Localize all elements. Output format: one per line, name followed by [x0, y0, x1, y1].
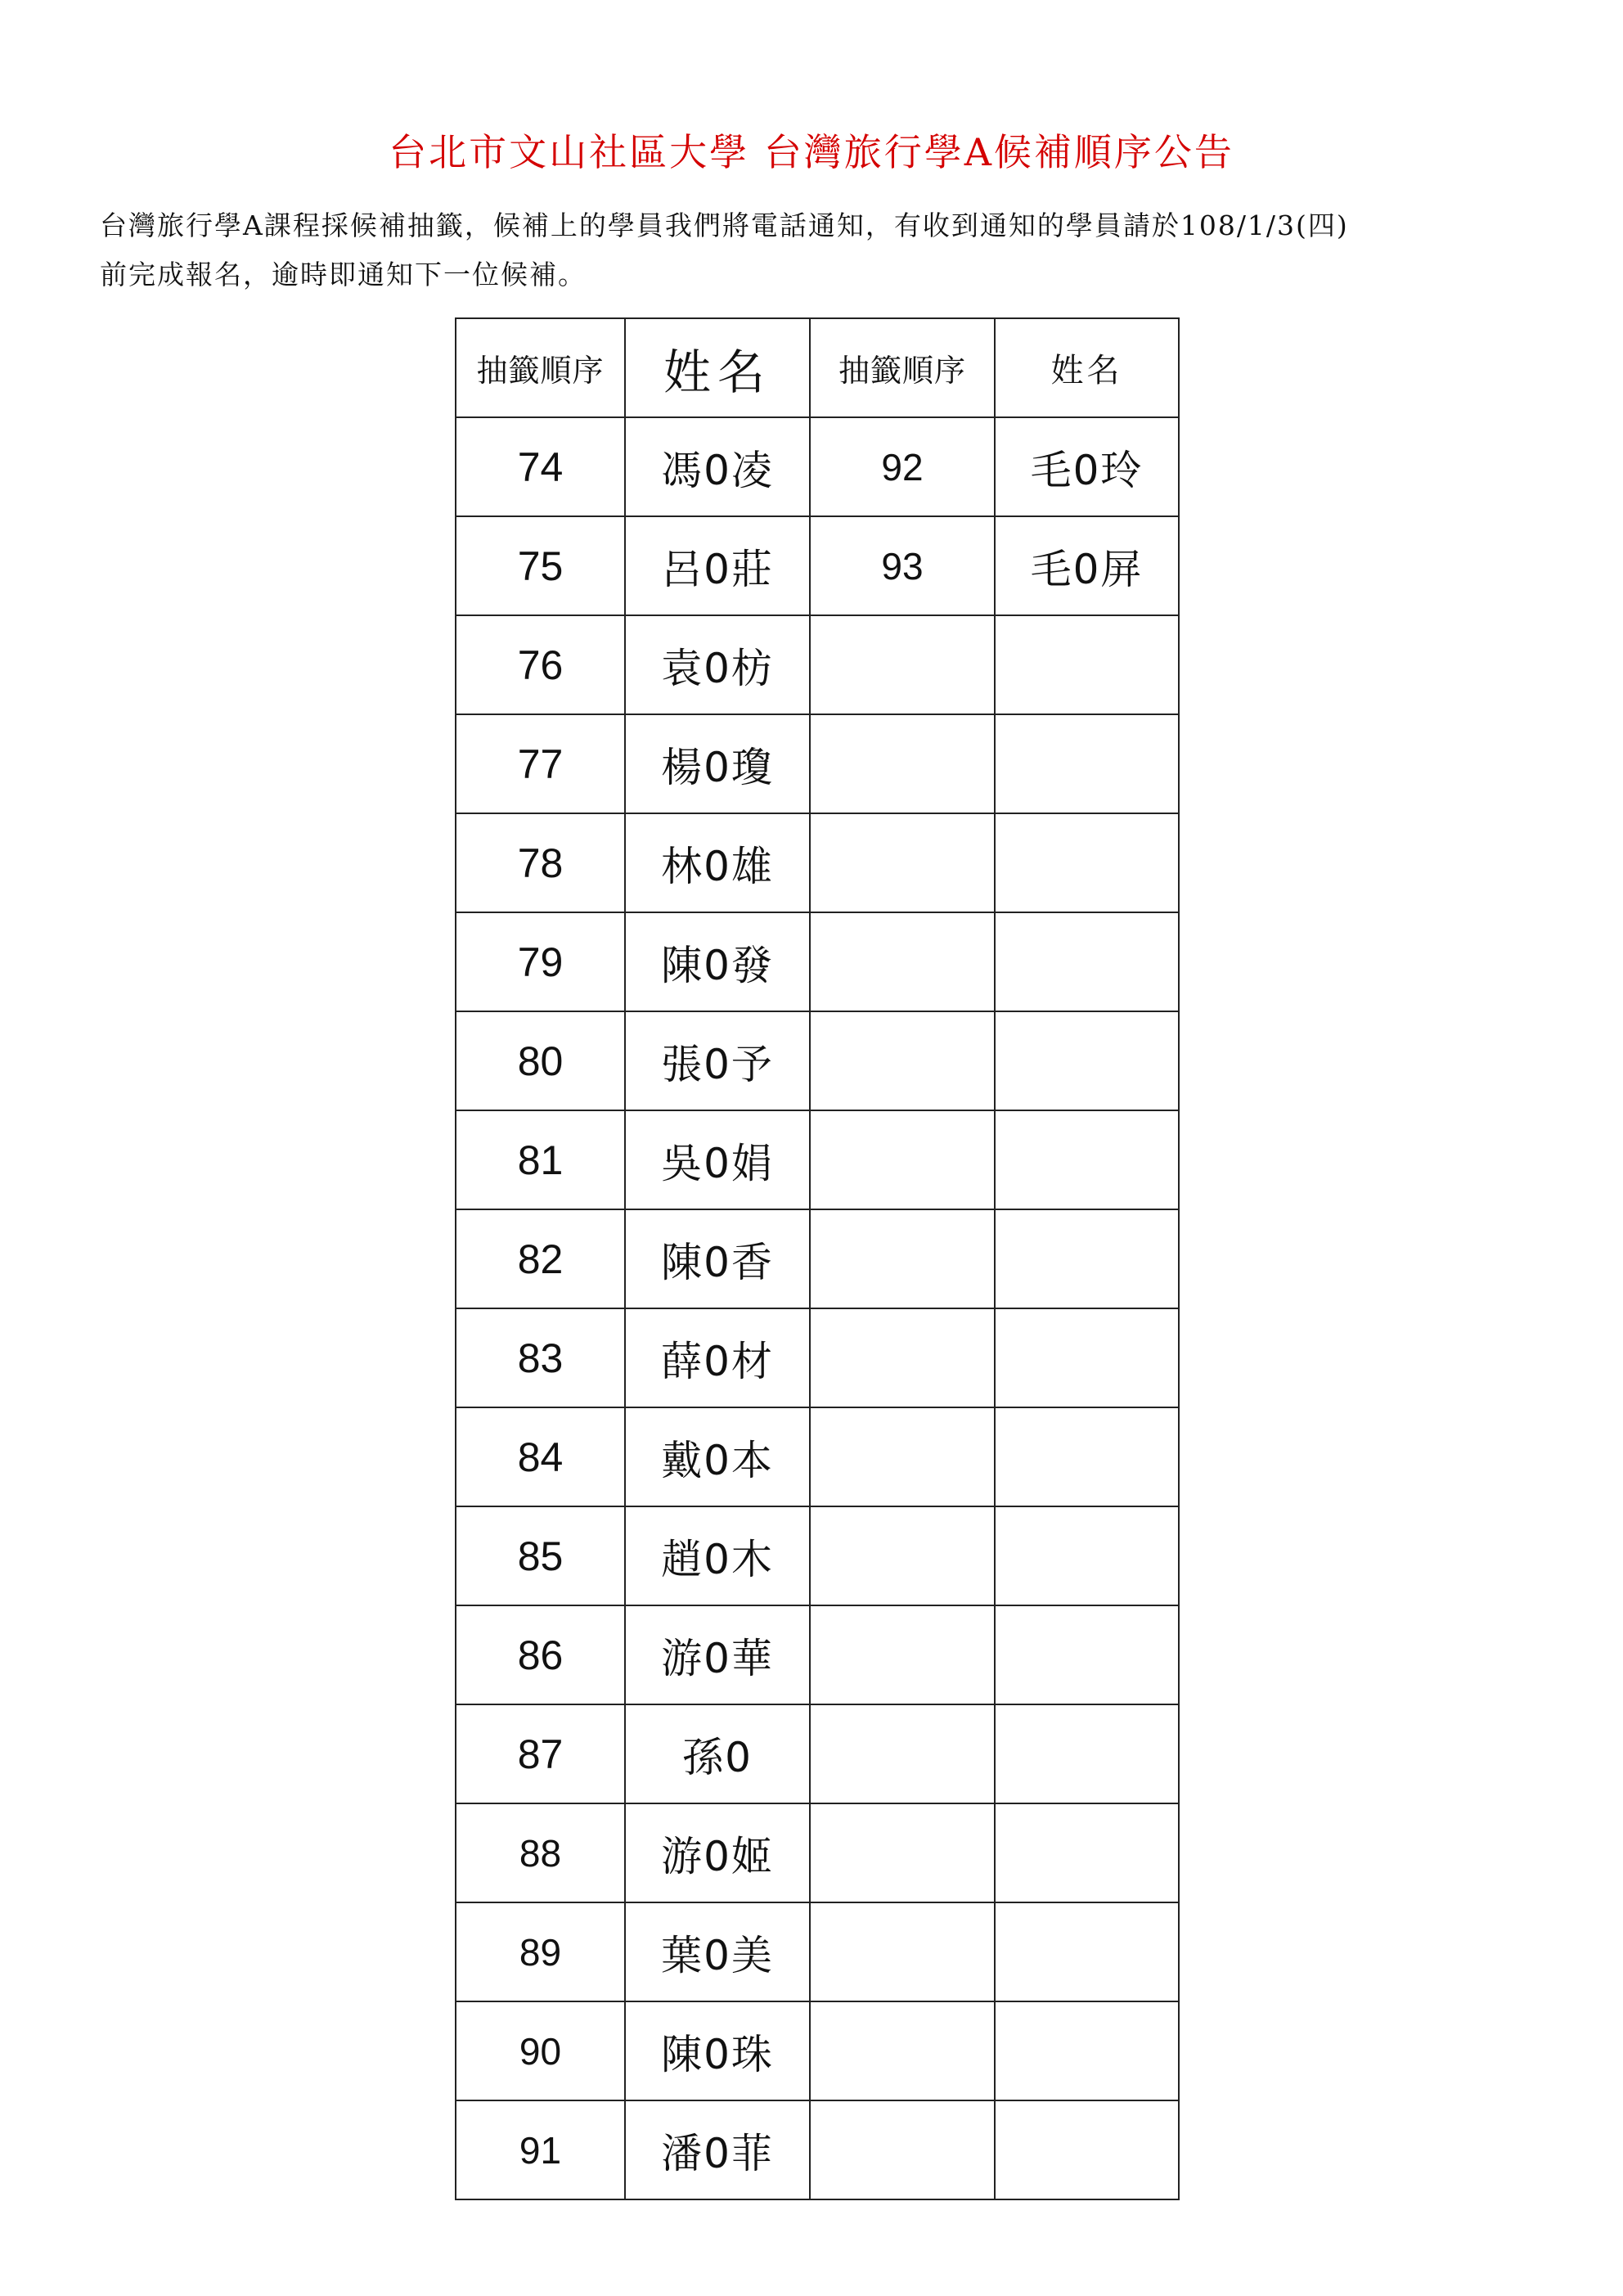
student-name: 葉0美: [625, 1902, 810, 2001]
draw-order: 80: [456, 1011, 625, 1110]
draw-order: 89: [456, 1902, 625, 2001]
draw-order: 84: [456, 1407, 625, 1506]
table-row: [456, 1506, 1179, 1605]
draw-order: 74: [456, 417, 625, 516]
draw-order: 90: [456, 2001, 625, 2100]
student-name: 張0予: [625, 1011, 810, 1110]
draw-order-2: [810, 1704, 995, 1803]
draw-order-2: 92: [810, 417, 995, 516]
draw-order: 76: [456, 615, 625, 714]
student-name-2: [995, 1110, 1179, 1209]
student-name: 陳0香: [625, 1209, 810, 1308]
student-name-2: [995, 714, 1179, 813]
student-name-2: [995, 1209, 1179, 1308]
draw-order: 91: [456, 2100, 625, 2199]
student-name-2: [995, 2001, 1179, 2100]
draw-order-2: [810, 1902, 995, 2001]
draw-order-2: [810, 1407, 995, 1506]
draw-order-2: [810, 1803, 995, 1902]
student-name: 趙0木: [625, 1506, 810, 1605]
student-name: 楊0瓊: [625, 714, 810, 813]
table-row: [456, 1704, 1179, 1803]
draw-order-2: [810, 1308, 995, 1407]
header-name-2: 姓名: [995, 318, 1179, 417]
draw-order-2: 93: [810, 516, 995, 615]
notice-line-1: 台灣旅行學A課程採候補抽籤，候補上的學員我們將電話通知，有收到通知的學員請於108/1/3(四): [100, 209, 1349, 241]
header-draw-order-2: 抽籤順序: [810, 318, 995, 417]
student-name-2: [995, 1308, 1179, 1407]
student-name-2: [995, 2100, 1179, 2199]
student-name-2: 毛0玲: [995, 417, 1179, 516]
table-row: [456, 1011, 1179, 1110]
student-name: 吳0娟: [625, 1110, 810, 1209]
student-name: 呂0莊: [625, 516, 810, 615]
table-row: [456, 1902, 1179, 2001]
table-row: [456, 417, 1179, 516]
draw-order: 86: [456, 1605, 625, 1704]
table-row: [456, 1308, 1179, 1407]
student-name: 馮0凌: [625, 417, 810, 516]
notice-paragraph: [100, 201, 1540, 299]
document-title: 台北市文山社區大學 台灣旅行學A候補順序公告: [389, 130, 1234, 174]
draw-order-2: [810, 2100, 995, 2199]
student-name-2: 毛0屏: [995, 516, 1179, 615]
student-name-2: [995, 1902, 1179, 2001]
draw-order-2: [810, 2001, 995, 2100]
student-name: 潘0菲: [625, 2100, 810, 2199]
student-name: 戴0本: [625, 1407, 810, 1506]
draw-order: 85: [456, 1506, 625, 1605]
student-name-2: [995, 615, 1179, 714]
student-name-2: [995, 1704, 1179, 1803]
waitlist-table: [455, 317, 1180, 2200]
table-row: [456, 912, 1179, 1011]
table-row: [456, 1803, 1179, 1902]
student-name: 游0姬: [625, 1803, 810, 1902]
table-row: [456, 1110, 1179, 1209]
student-name: 孫0: [625, 1704, 810, 1803]
draw-order-2: [810, 813, 995, 912]
draw-order: 83: [456, 1308, 625, 1407]
student-name-2: [995, 1506, 1179, 1605]
table-row: [456, 516, 1179, 615]
student-name: 林0雄: [625, 813, 810, 912]
student-name-2: [995, 1803, 1179, 1902]
table-row: [456, 615, 1179, 714]
draw-order: 75: [456, 516, 625, 615]
draw-order: 87: [456, 1704, 625, 1803]
draw-order: 77: [456, 714, 625, 813]
draw-order: 78: [456, 813, 625, 912]
draw-order-2: [810, 1506, 995, 1605]
table-row: [456, 813, 1179, 912]
table-row: [456, 2001, 1179, 2100]
draw-order-2: [810, 714, 995, 813]
student-name: 薛0材: [625, 1308, 810, 1407]
draw-order: 79: [456, 912, 625, 1011]
draw-order: 88: [456, 1803, 625, 1902]
draw-order-2: [810, 1209, 995, 1308]
student-name: 袁0枋: [625, 615, 810, 714]
draw-order-2: [810, 1110, 995, 1209]
student-name: 陳0發: [625, 912, 810, 1011]
student-name-2: [995, 1407, 1179, 1506]
student-name-2: [995, 1605, 1179, 1704]
table-row: [456, 714, 1179, 813]
table-row: [456, 1407, 1179, 1506]
student-name-2: [995, 813, 1179, 912]
notice-line-2: 前完成報名，逾時即通知下一位候補。: [100, 259, 587, 290]
table-row: [456, 1209, 1179, 1308]
draw-order-2: [810, 615, 995, 714]
student-name-2: [995, 1011, 1179, 1110]
draw-order-2: [810, 1605, 995, 1704]
student-name: 游0華: [625, 1605, 810, 1704]
table-header-row: [456, 318, 1179, 417]
table-row: [456, 1605, 1179, 1704]
draw-order-2: [810, 912, 995, 1011]
draw-order: 81: [456, 1110, 625, 1209]
table-row: [456, 2100, 1179, 2199]
student-name: 陳0珠: [625, 2001, 810, 2100]
student-name-2: [995, 912, 1179, 1011]
draw-order: 82: [456, 1209, 625, 1308]
draw-order-2: [810, 1011, 995, 1110]
header-name: 姓名: [625, 318, 810, 417]
header-draw-order: 抽籤順序: [456, 318, 625, 417]
